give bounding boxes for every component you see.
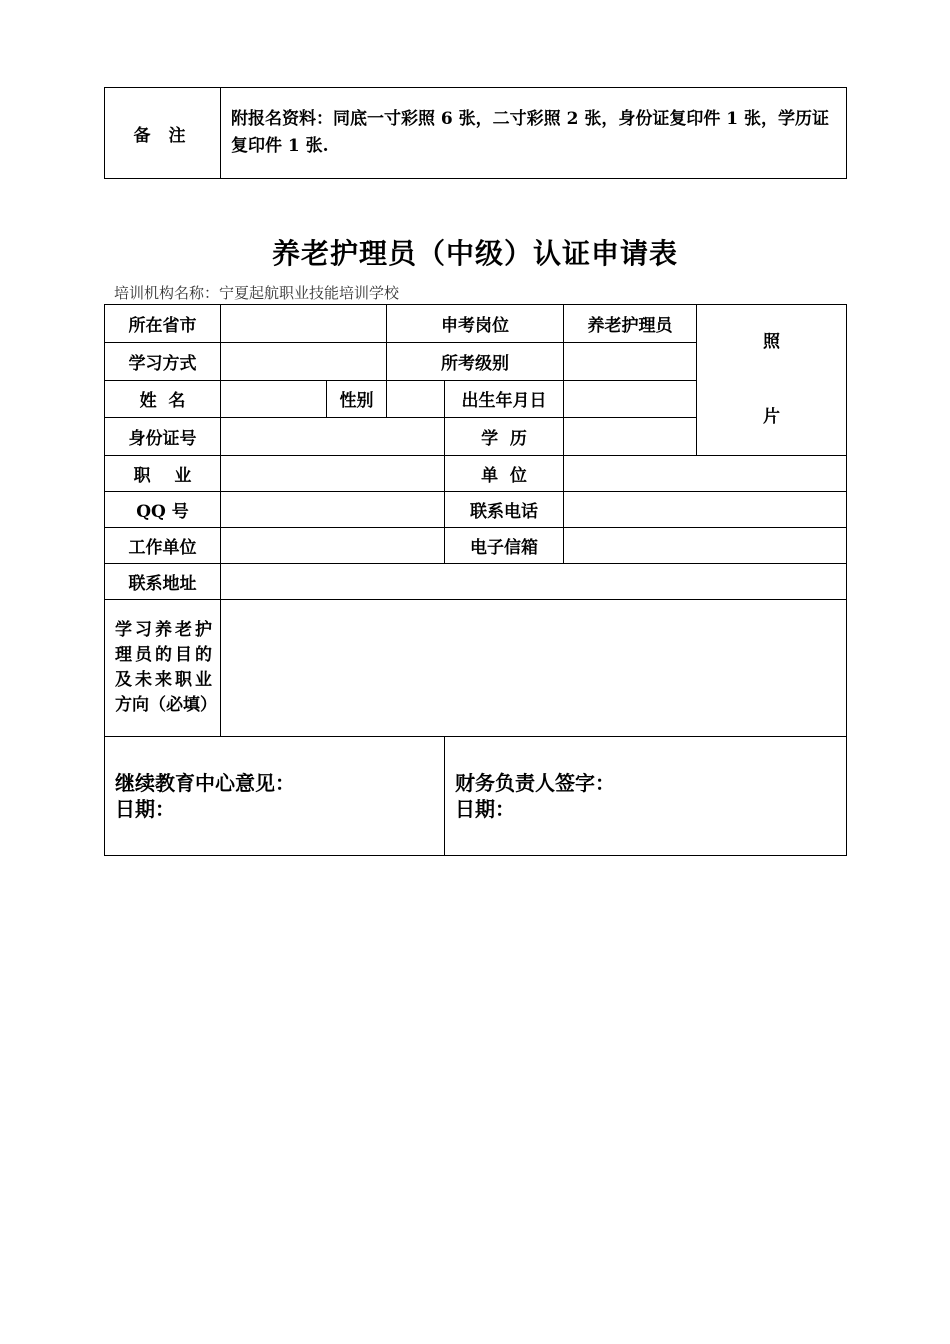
position-label: 申考岗位 [387, 305, 564, 343]
province-label: 所在省市 [105, 305, 221, 343]
id-field[interactable] [221, 418, 445, 456]
photo-label-top: 照 [763, 332, 780, 352]
address-field[interactable] [221, 564, 847, 600]
finance-date-label: 日期： [455, 797, 515, 821]
email-field[interactable] [564, 528, 847, 564]
occupation-field[interactable] [221, 456, 445, 492]
name-field[interactable] [221, 380, 327, 418]
education-field[interactable] [564, 418, 697, 456]
occupation-label: 职 业 [105, 456, 221, 492]
level-label: 所考级别 [387, 342, 564, 380]
work-unit-field[interactable] [221, 528, 445, 564]
purpose-label: 学习养老护理员的目的及未来职业方向（必填） [105, 600, 221, 737]
email-label: 电子信箱 [445, 528, 564, 564]
level-field[interactable] [564, 342, 697, 380]
application-form-table [104, 304, 847, 856]
study-mode-field[interactable] [221, 342, 387, 380]
name-label: 姓 名 [105, 380, 221, 418]
photo-label-bottom: 片 [763, 407, 780, 427]
work-unit-label: 工作单位 [105, 528, 221, 564]
id-label: 身份证号 [105, 418, 221, 456]
province-field[interactable] [221, 305, 387, 343]
center-opinion-label: 继续教育中心意见： [115, 771, 295, 795]
address-label: 联系地址 [105, 564, 221, 600]
birth-label: 出生年月日 [445, 380, 564, 418]
study-mode-label: 学习方式 [105, 342, 221, 380]
purpose-field[interactable] [221, 600, 847, 737]
gender-field[interactable] [387, 380, 445, 418]
position-value: 养老护理员 [564, 305, 697, 343]
phone-field[interactable] [564, 492, 847, 528]
gender-label: 性别 [327, 380, 387, 418]
center-opinion-cell[interactable] [105, 737, 445, 856]
note-table [104, 87, 847, 179]
finance-sign-cell[interactable] [445, 737, 847, 856]
note-label: 备 注 [105, 88, 221, 179]
form-title: 养老护理员（中级）认证申请表 [271, 237, 678, 270]
education-label: 学 历 [445, 418, 564, 456]
unit-field[interactable] [564, 456, 847, 492]
qq-field[interactable] [221, 492, 445, 528]
finance-sign-label: 财务负责人签字： [455, 771, 615, 795]
photo-box[interactable] [697, 305, 847, 456]
note-text: 附报名资料：同底一寸彩照 6 张，二寸彩照 2 张，身份证复印件 1 张，学历证复印件 1 张. [221, 88, 847, 179]
unit-label: 单 位 [445, 456, 564, 492]
phone-label: 联系电话 [445, 492, 564, 528]
center-date-label: 日期： [115, 797, 175, 821]
birth-field[interactable] [564, 380, 697, 418]
qq-label: QQ 号 [105, 492, 221, 528]
training-org-name: 培训机构名称：宁夏起航职业技能培训学校 [114, 284, 400, 302]
